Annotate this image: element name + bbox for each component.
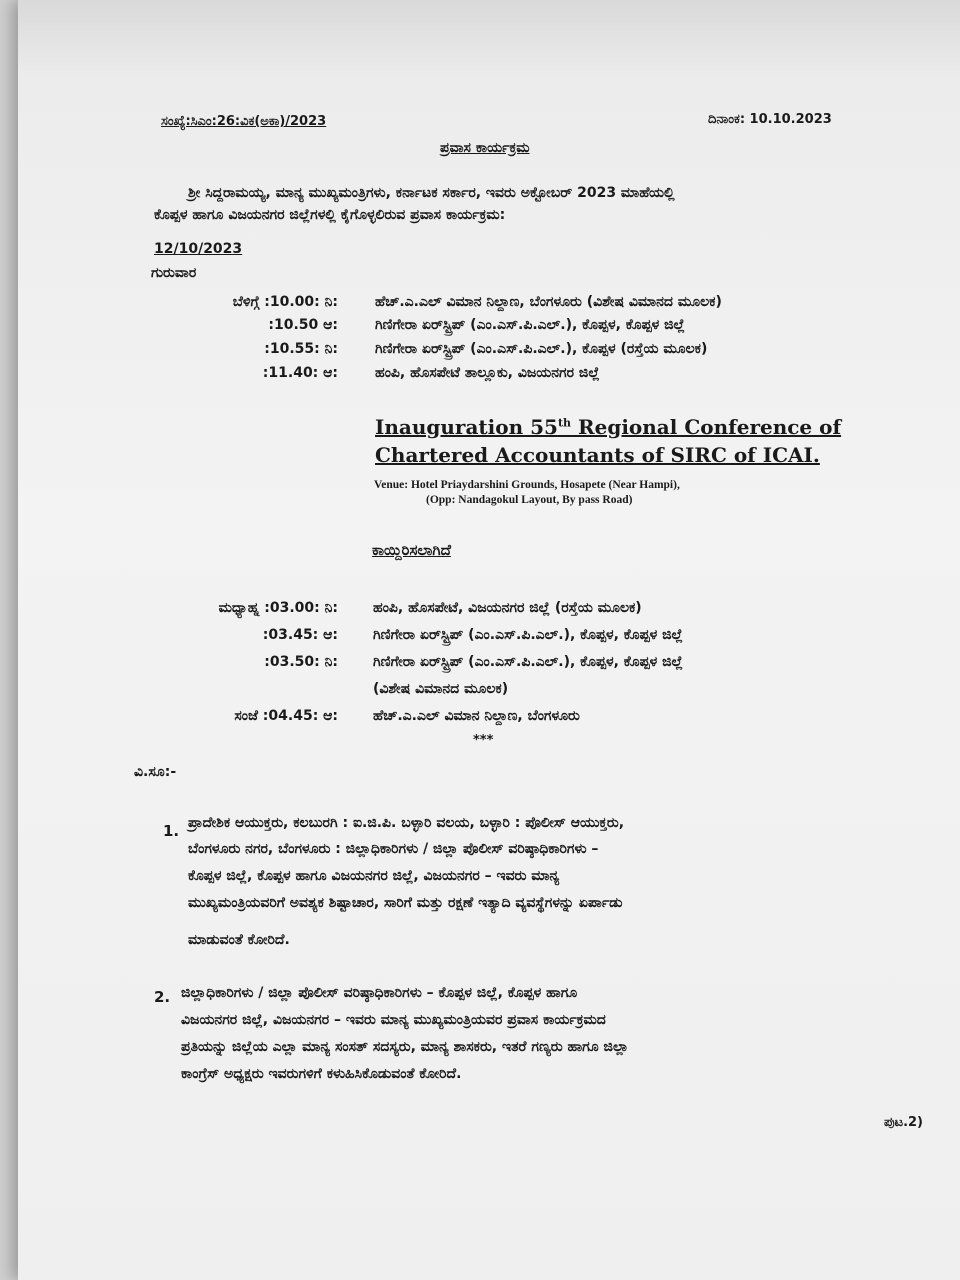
note-line: ಕಾಂಗ್ರೆಸ್ ಅಧ್ಯಕ್ಷರು ಇವರುಗಳಿಗೆ ಕಳುಹಿಸಿಕೊಡುವಂತೆ ಕೋರಿದೆ. [181,1066,462,1082]
note-line: ಪ್ರಾದೇಶಿಕ ಆಯುಕ್ತರು, ಕಲಬುರಗಿ : ಐ.ಜಿ.ಪಿ. ಬಳ್ಳಾರಿ ವಲಯ, ಬಳ್ಳಾರಿ : ಪೊಲೀಸ್ ಆಯುಕ್ತರು, [188,815,625,831]
schedule-place: (ವಿಶೇಷ ವಿಮಾನದ ಮೂಲಕ) [373,681,509,697]
document-date: ದಿನಾಂಕ: 10.10.2023 [708,112,832,127]
schedule-day: ಗುರುವಾರ [151,265,197,281]
schedule-time: :03.45: ಆ: [262,627,338,643]
note-line: ಮುಖ್ಯಮಂತ್ರಿಯವರಿಗೆ ಅವಶ್ಯಕ ಶಿಷ್ಟಾಚಾರ, ಸಾರಿಗೆ ಮತ್ತು ರಕ್ಷಣೆ ಇತ್ಯಾದಿ ವ್ಯವಸ್ಥೆಗಳನ್ನು ಏರ್ಪಾಡು [188,895,623,911]
intro-line-1: ಶ್ರೀ ಸಿದ್ದರಾಮಯ್ಯ, ಮಾನ್ಯ ಮುಖ್ಯಮಂತ್ರಿಗಳು, ಕರ್ನಾಟಕ ಸರ್ಕಾರ, ಇವರು ಅಕ್ಟೋಬರ್ 2023 ಮಾಹೆಯಲ್ಲಿ [188,185,675,201]
schedule-place: ಗಿಣಿಗೇರಾ ಏರ್‌ಸ್ಟ್ರಿಪ್ (ಎಂ.ಎಸ್.ಪಿ.ಎಲ್.), ಕೊಪ್ಪಳ (ರಸ್ತೆಯ ಮೂಲಕ) [375,341,708,357]
schedule-place: ಹಂಪಿ, ಹೊಸಪೇಟೆ, ವಿಜಯನಗರ ಜಿಲ್ಲೆ (ರಸ್ತೆಯ ಮೂಲಕ) [373,600,642,616]
event-venue-line-1: Venue: Hotel Priaydarshini Grounds, Hosapete (Near Hampi), [374,479,680,491]
schedule-time: :03.50: ನಿ: [264,654,338,670]
event-venue-line-2: (Opp: Nandagokul Layout, By pass Road) [426,494,633,506]
schedule-time: :11.40: ಆ: [262,365,338,381]
reserved-label: ಕಾಯ್ದಿರಿಸಲಾಗಿದೆ [372,541,451,559]
separator-stars: *** [473,733,494,748]
document-page [18,0,960,1280]
reference-number: ಸಂಖ್ಯೆ:ಸಿಎಂ:26:ವಿಕ(ಅಕಾ)/2023 [161,114,327,129]
schedule-place: ಗಿಣಿಗೇರಾ ಏರ್‌ಸ್ಟ್ರಿಪ್ (ಎಂ.ಎಸ್.ಪಿ.ಎಲ್.), ಕೊಪ್ಪಳ, ಕೊಪ್ಪಳ ಜಿಲ್ಲೆ [375,317,685,333]
schedule-time: ಮಧ್ಯಾಹ್ನ :03.00: ನಿ: [218,600,338,616]
note-line: ಪ್ರತಿಯನ್ನು ಜಿಲ್ಲೆಯ ಎಲ್ಲಾ ಮಾನ್ಯ ಸಂಸತ್ ಸದಸ್ಯರು, ಮಾನ್ಯ ಶಾಸಕರು, ಇತರೆ ಗಣ್ಯರು ಹಾಗೂ ಜಿಲ್ಲಾ [181,1039,629,1055]
schedule-place: ಹೆಚ್.ಎ.ಎಲ್ ವಿಮಾನ ನಿಲ್ದಾಣ, ಬೆಂಗಳೂರು (ವಿಶೇಷ ವಿಮಾನದ ಮೂಲಕ) [375,294,722,310]
schedule-place: ಹೆಚ್.ಎ.ಎಲ್ ವಿಮಾನ ನಿಲ್ದಾಣ, ಬೆಂಗಳೂರು [373,708,580,724]
schedule-place: ಗಿಣಿಗೇರಾ ಏರ್‌ಸ್ಟ್ರಿಪ್ (ಎಂ.ಎಸ್.ಪಿ.ಎಲ್.), ಕೊಪ್ಪಳ, ಕೊಪ್ಪಳ ಜಿಲ್ಲೆ [373,627,683,643]
schedule-place: ಗಿಣಿಗೇರಾ ಏರ್‌ಸ್ಟ್ರಿಪ್ (ಎಂ.ಎಸ್.ಪಿ.ಎಲ್.), ಕೊಪ್ಪಳ, ಕೊಪ್ಪಳ ಜಿಲ್ಲೆ [373,654,683,670]
schedule-date: 12/10/2023 [154,241,243,257]
schedule-place: ಹಂಪಿ, ಹೊಸಪೇಟೆ ತಾಲ್ಲೂಕು, ವಿಜಯನಗರ ಜಿಲ್ಲೆ [375,365,600,381]
intro-line-2: ಕೊಪ್ಪಳ ಹಾಗೂ ವಿಜಯನಗರ ಜಿಲ್ಲೆಗಳಲ್ಲಿ ಕೈಗೊಳ್ಳಲಿರುವ ಪ್ರವಾಸ ಕಾರ್ಯಕ್ರಮ: [154,207,506,223]
copy-to-label: ವಿ.ಸೂ:- [134,764,177,780]
event-title-line-1: Inauguration 55th Regional Conference of [375,415,842,439]
note-line: ವಿಜಯನಗರ ಜಿಲ್ಲೆ, ವಿಜಯನಗರ – ಇವರು ಮಾನ್ಯ ಮುಖ್ಯಮಂತ್ರಿಯವರ ಪ್ರವಾಸ ಕಾರ್ಯಕ್ರಮದ [181,1012,606,1028]
note-line: ಬೆಂಗಳೂರು ನಗರ, ಬೆಂಗಳೂರು : ಜಿಲ್ಲಾಧಿಕಾರಿಗಳು / ಜಿಲ್ಲಾ ಪೊಲೀಸ್ ವರಿಷ್ಠಾಧಿಕಾರಿಗಳು – [188,841,599,857]
schedule-time: ಬೆಳಿಗ್ಗೆ :10.00: ನಿ: [232,294,338,310]
note-line: ಜಿಲ್ಲಾಧಿಕಾರಿಗಳು / ಜಿಲ್ಲಾ ಪೊಲೀಸ್ ವರಿಷ್ಠಾಧಿಕಾರಿಗಳು – ಕೊಪ್ಪಳ ಜಿಲ್ಲೆ, ಕೊಪ್ಪಳ ಹಾಗೂ [181,985,578,1001]
note-number: 1. [163,822,180,840]
note-line: ಮಾಡುವಂತೆ ಕೋರಿದೆ. [188,932,290,948]
page-title: ಪ್ರವಾಸ ಕಾರ್ಯಕ್ರಮ [440,140,530,156]
event-title-line-2: Chartered Accountants of SIRC of ICAI. [375,443,820,467]
note-number: 2. [154,988,171,1006]
schedule-time: :10.55: ನಿ: [264,341,338,357]
schedule-time: ಸಂಜೆ :04.45: ಆ: [234,708,338,724]
note-line: ಕೊಪ್ಪಳ ಜಿಲ್ಲೆ, ಕೊಪ್ಪಳ ಹಾಗೂ ವಿಜಯನಗರ ಜಿಲ್ಲೆ, ವಿಜಯನಗರ – ಇವರು ಮಾನ್ಯ [188,868,560,884]
schedule-time: :10.50 ಆ: [268,317,338,333]
page-continuation: ಪುಟ.2) [884,1115,923,1130]
